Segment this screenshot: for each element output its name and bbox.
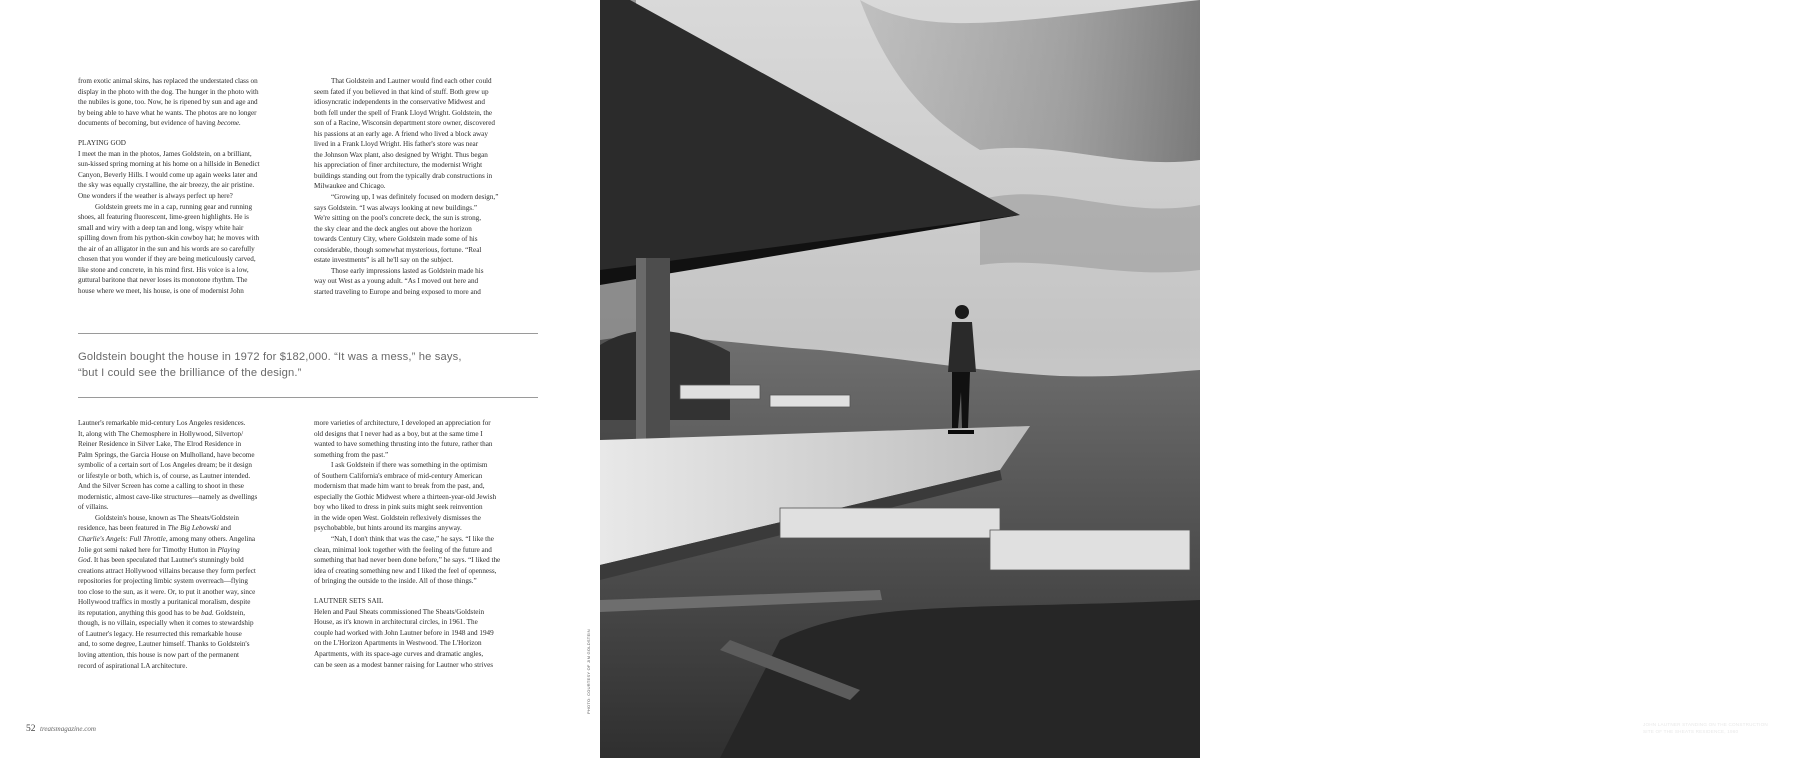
body-line: loving attention, this house is now part of the permanent: [78, 651, 240, 660]
body-line: Hollywood traffics in mostly a puritanical moralism, despite: [78, 598, 251, 607]
emphasis: bad: [201, 608, 212, 617]
body-line: in the wide open West. Goldstein reflexively dismisses the: [314, 513, 481, 522]
body-line: clean, minimal look together with the feeling of the future and: [314, 545, 492, 554]
body-line: of Southern California's embrace of mid-century American: [314, 471, 483, 480]
body-line: and, to some degree, Lautner himself. Thanks to Goldstein's: [78, 640, 250, 649]
body-line: can be seen as a modest banner raising for Lautner who strives: [314, 660, 494, 669]
body-line: way out West as a young adult. “As I moved out here and: [314, 277, 479, 286]
folio-url: treatsmagazine.com: [40, 725, 96, 733]
body-line: shoes, all featuring fluorescent, lime-green highlights. He is: [78, 213, 249, 222]
body-line: the Johnson Wax plant, also designed by Wright. Thus began: [314, 150, 488, 159]
body-line: Those early impressions lasted as Goldstein made his: [331, 266, 484, 275]
body-line: psychobabble, but hints around its margins anyway.: [314, 524, 462, 533]
body-line: its reputation, anything this good has to be bad. Goldstein,: [78, 608, 246, 617]
body-line: repositories for projecting limbic system overreach—flying: [78, 577, 248, 586]
body-line: of bringing the outside to the inside. All of those things.”: [314, 577, 477, 586]
body-line: something from the past.”: [314, 450, 389, 459]
caption-line: SITE OF THE SHEATS RESIDENCE, 1960: [1643, 728, 1739, 734]
body-line: something that had never been done before,” he says. “I liked the: [314, 556, 501, 565]
body-line: small and wiry with a deep tan and long, wispy white hair: [78, 223, 244, 232]
body-line: Goldstein greets me in a cap, running gear and running: [95, 202, 253, 211]
article-column-1: [78, 76, 306, 296]
body-line: like stone and concrete, in his mind first. His voice is a low,: [78, 265, 249, 274]
body-line: estate investments” is all he'll say on the subject.: [314, 256, 454, 265]
body-line: his passions at an early age. A friend who lived a block away: [314, 129, 488, 138]
body-line: guttural baritone that never loses its monotone rhythm. The: [78, 276, 248, 285]
body-line: “Nah, I don't think that was the case,” he says. “I like the: [331, 535, 494, 544]
body-line: son of a Racine, Wisconsin department store owner, discovered: [314, 119, 495, 128]
body-line: One wonders if the weather is always perfect up here?: [78, 191, 233, 200]
body-line: Palm Springs, the Garcia House on Mulholland, have become: [78, 450, 255, 459]
body-line: modernistic, almost cave-like structures—namely as dwellings: [78, 492, 258, 501]
body-line: residence, has been featured in The Big Lebowski and: [78, 524, 231, 533]
body-line: idiosyncratic independents in the conservative Midwest and: [314, 98, 485, 107]
body-line: modernism that made him want to break from the past, and,: [314, 482, 485, 491]
section-heading-lautner: LAUTNER SETS SAIL: [314, 597, 384, 606]
pull-quote-line: “but I could see the brilliance of the design.”: [78, 366, 302, 379]
body-line: considerable, though somewhat mysterious, fortune. “Real: [314, 245, 482, 254]
body-line: We're sitting on the pool's concrete deck, the sun is strong,: [314, 214, 481, 223]
body-line: wanted to have something thrusting into the future, rather than: [314, 440, 493, 449]
body-line: lived in a Frank Lloyd Wright. His father's store was near: [314, 140, 479, 149]
body-line: That Goldstein and Lautner would find each other could: [331, 77, 492, 85]
body-line: buildings standing out from the typically drab constructions in: [314, 171, 493, 180]
section-heading-playing-god: PLAYING GOD: [78, 139, 126, 148]
body-line: idea of creating something new and I liked the feel of openness,: [314, 566, 497, 575]
body-line: of Lautner's legacy. He resurrected this remarkable house: [78, 629, 242, 638]
body-line: from exotic animal skins, has replaced the understated class on: [78, 77, 258, 85]
body-line: God. It has been speculated that Lautner's stunningly bold: [78, 556, 244, 565]
pullquote-rule-bottom: [78, 397, 538, 398]
body-line: And the Silver Screen has come a calling to shoot in these: [78, 482, 244, 491]
body-line: display in the photo with the dog. The hunger in the photo with: [78, 87, 259, 96]
caption-line: JOHN LAUTNER STANDING ON THE CONSTRUCTION: [1643, 722, 1768, 727]
body-line: symbolic of a certain sort of Los Angeles dream; be it design: [78, 461, 252, 470]
body-line: Goldstein's house, known as The Sheats/Goldstein: [95, 513, 239, 522]
body-line: Jolie got semi naked here for Timothy Hutton in Playing: [78, 545, 240, 554]
architecture-photo: [600, 0, 1768, 758]
body-line: seem fated if you believed in that kind of stuff. Both grew up: [314, 87, 489, 96]
pull-quote-line: Goldstein bought the house in 1972 for $182,000. “It was a mess,” he says,: [78, 351, 462, 363]
body-line: Charlie's Angels: Full Throttle, among many others. Angelina: [78, 535, 256, 544]
body-line: says Goldstein. “I was always looking at new buildings.”: [314, 203, 478, 212]
body-line: Lautner's remarkable mid-century Los Angeles residences.: [78, 419, 246, 427]
article-column-2: [314, 76, 542, 297]
body-line: house where we meet, his house, is one of modernist John: [78, 286, 244, 295]
photo-illustration: [600, 0, 1200, 758]
body-line: documents of becoming, but evidence of having become.: [78, 119, 241, 128]
film-title: The Big Lebowski: [167, 524, 219, 533]
body-line: more varieties of architecture, I developed an appreciation for: [314, 419, 491, 427]
body-line: the sky clear and the deck angles out above the horizon: [314, 224, 472, 233]
article-column-3: [78, 418, 306, 671]
body-line: boy who liked to dress in pink suits might seek reinvention: [314, 503, 483, 512]
body-line: especially the Gothic Midwest where a thirteen-year-old Jewish: [314, 492, 497, 501]
film-title: Playing: [217, 545, 240, 554]
body-line: on the L'Horizon Apartments in Westwood. The L'Horizon: [314, 639, 482, 648]
film-title: God: [78, 556, 91, 565]
emphasis: become.: [217, 119, 241, 128]
body-line: towards Century City, where Goldstein made some of his: [314, 235, 478, 244]
body-line: or lifestyle or both, which is, of course, as Lautner intended.: [78, 471, 251, 480]
body-line: Reiner Residence in Silver Lake, The Elrod Residence in: [78, 440, 242, 449]
photo-credit: PHOTO: COURTESY OF JIM GOLDSTEIN: [586, 629, 591, 714]
body-line: sun-kissed spring morning at his home on a hillside in Benedict: [78, 160, 260, 169]
body-line: his appreciation of finer architecture, the modernist Wright: [314, 161, 483, 170]
body-line: started traveling to Europe and being exposed to more and: [314, 287, 481, 296]
body-line: I ask Goldstein if there was something in the optimism: [331, 461, 488, 470]
body-line: both fell under the spell of Frank Lloyd Wright. Goldstein, the: [314, 108, 493, 117]
photo-caption: [1643, 722, 1793, 735]
pullquote-rule-top: [78, 333, 538, 334]
film-title: Charlie's Angels: Full Throttle: [78, 535, 166, 544]
body-line: too close to the sun, as it were. Or, to put it another way, since: [78, 587, 256, 596]
body-line: creations attract Hollywood villains because they form perfect: [78, 566, 256, 575]
body-line: chosen that you wonder if they are being meticulously carved,: [78, 255, 256, 264]
body-line: spilling down from his python-skin cowboy hat; he moves with: [78, 234, 260, 243]
body-line: I meet the man in the photos, James Goldstein, on a brilliant,: [78, 149, 252, 158]
body-line: the nubiles is gone, too. Now, he is ripened by sun and age and: [78, 98, 258, 107]
body-line: Milwaukee and Chicago.: [314, 182, 386, 191]
body-line: Apartments, with its space-age curves and dramatic angles,: [314, 649, 484, 658]
body-line: House, as it's known in architectural circles, in 1961. The: [314, 618, 478, 627]
body-line: Canyon, Beverly Hills. I would come up again weeks later and: [78, 170, 258, 179]
page-number: 52: [26, 724, 36, 734]
body-line: record of aspirational LA architecture.: [78, 661, 188, 670]
body-line: Helen and Paul Sheats commissioned The Sheats/Goldstein: [314, 607, 485, 616]
body-line: by being able to have what he wants. The photos are no longer: [78, 108, 257, 117]
body-line: the sky was equally crystalline, the air breezy, the air pristine.: [78, 181, 255, 190]
left-page: [0, 0, 600, 758]
body-line: It, along with The Chemosphere in Hollywood, Silvertop/: [78, 429, 244, 438]
pull-quote: [78, 350, 548, 381]
body-line: the air of an alligator in the sun and his words are so carefully: [78, 244, 255, 253]
article-column-4: [314, 418, 542, 670]
body-line: of villains.: [78, 503, 109, 512]
body-line: “Growing up, I was definitely focused on modern design,”: [331, 193, 499, 202]
body-line: couple had worked with John Lautner before in 1948 and 1949: [314, 628, 494, 637]
body-line: though, is no villain, especially when it comes to stewardship: [78, 619, 254, 628]
body-line: old designs that I never had as a boy, but at the same time I: [314, 429, 483, 438]
